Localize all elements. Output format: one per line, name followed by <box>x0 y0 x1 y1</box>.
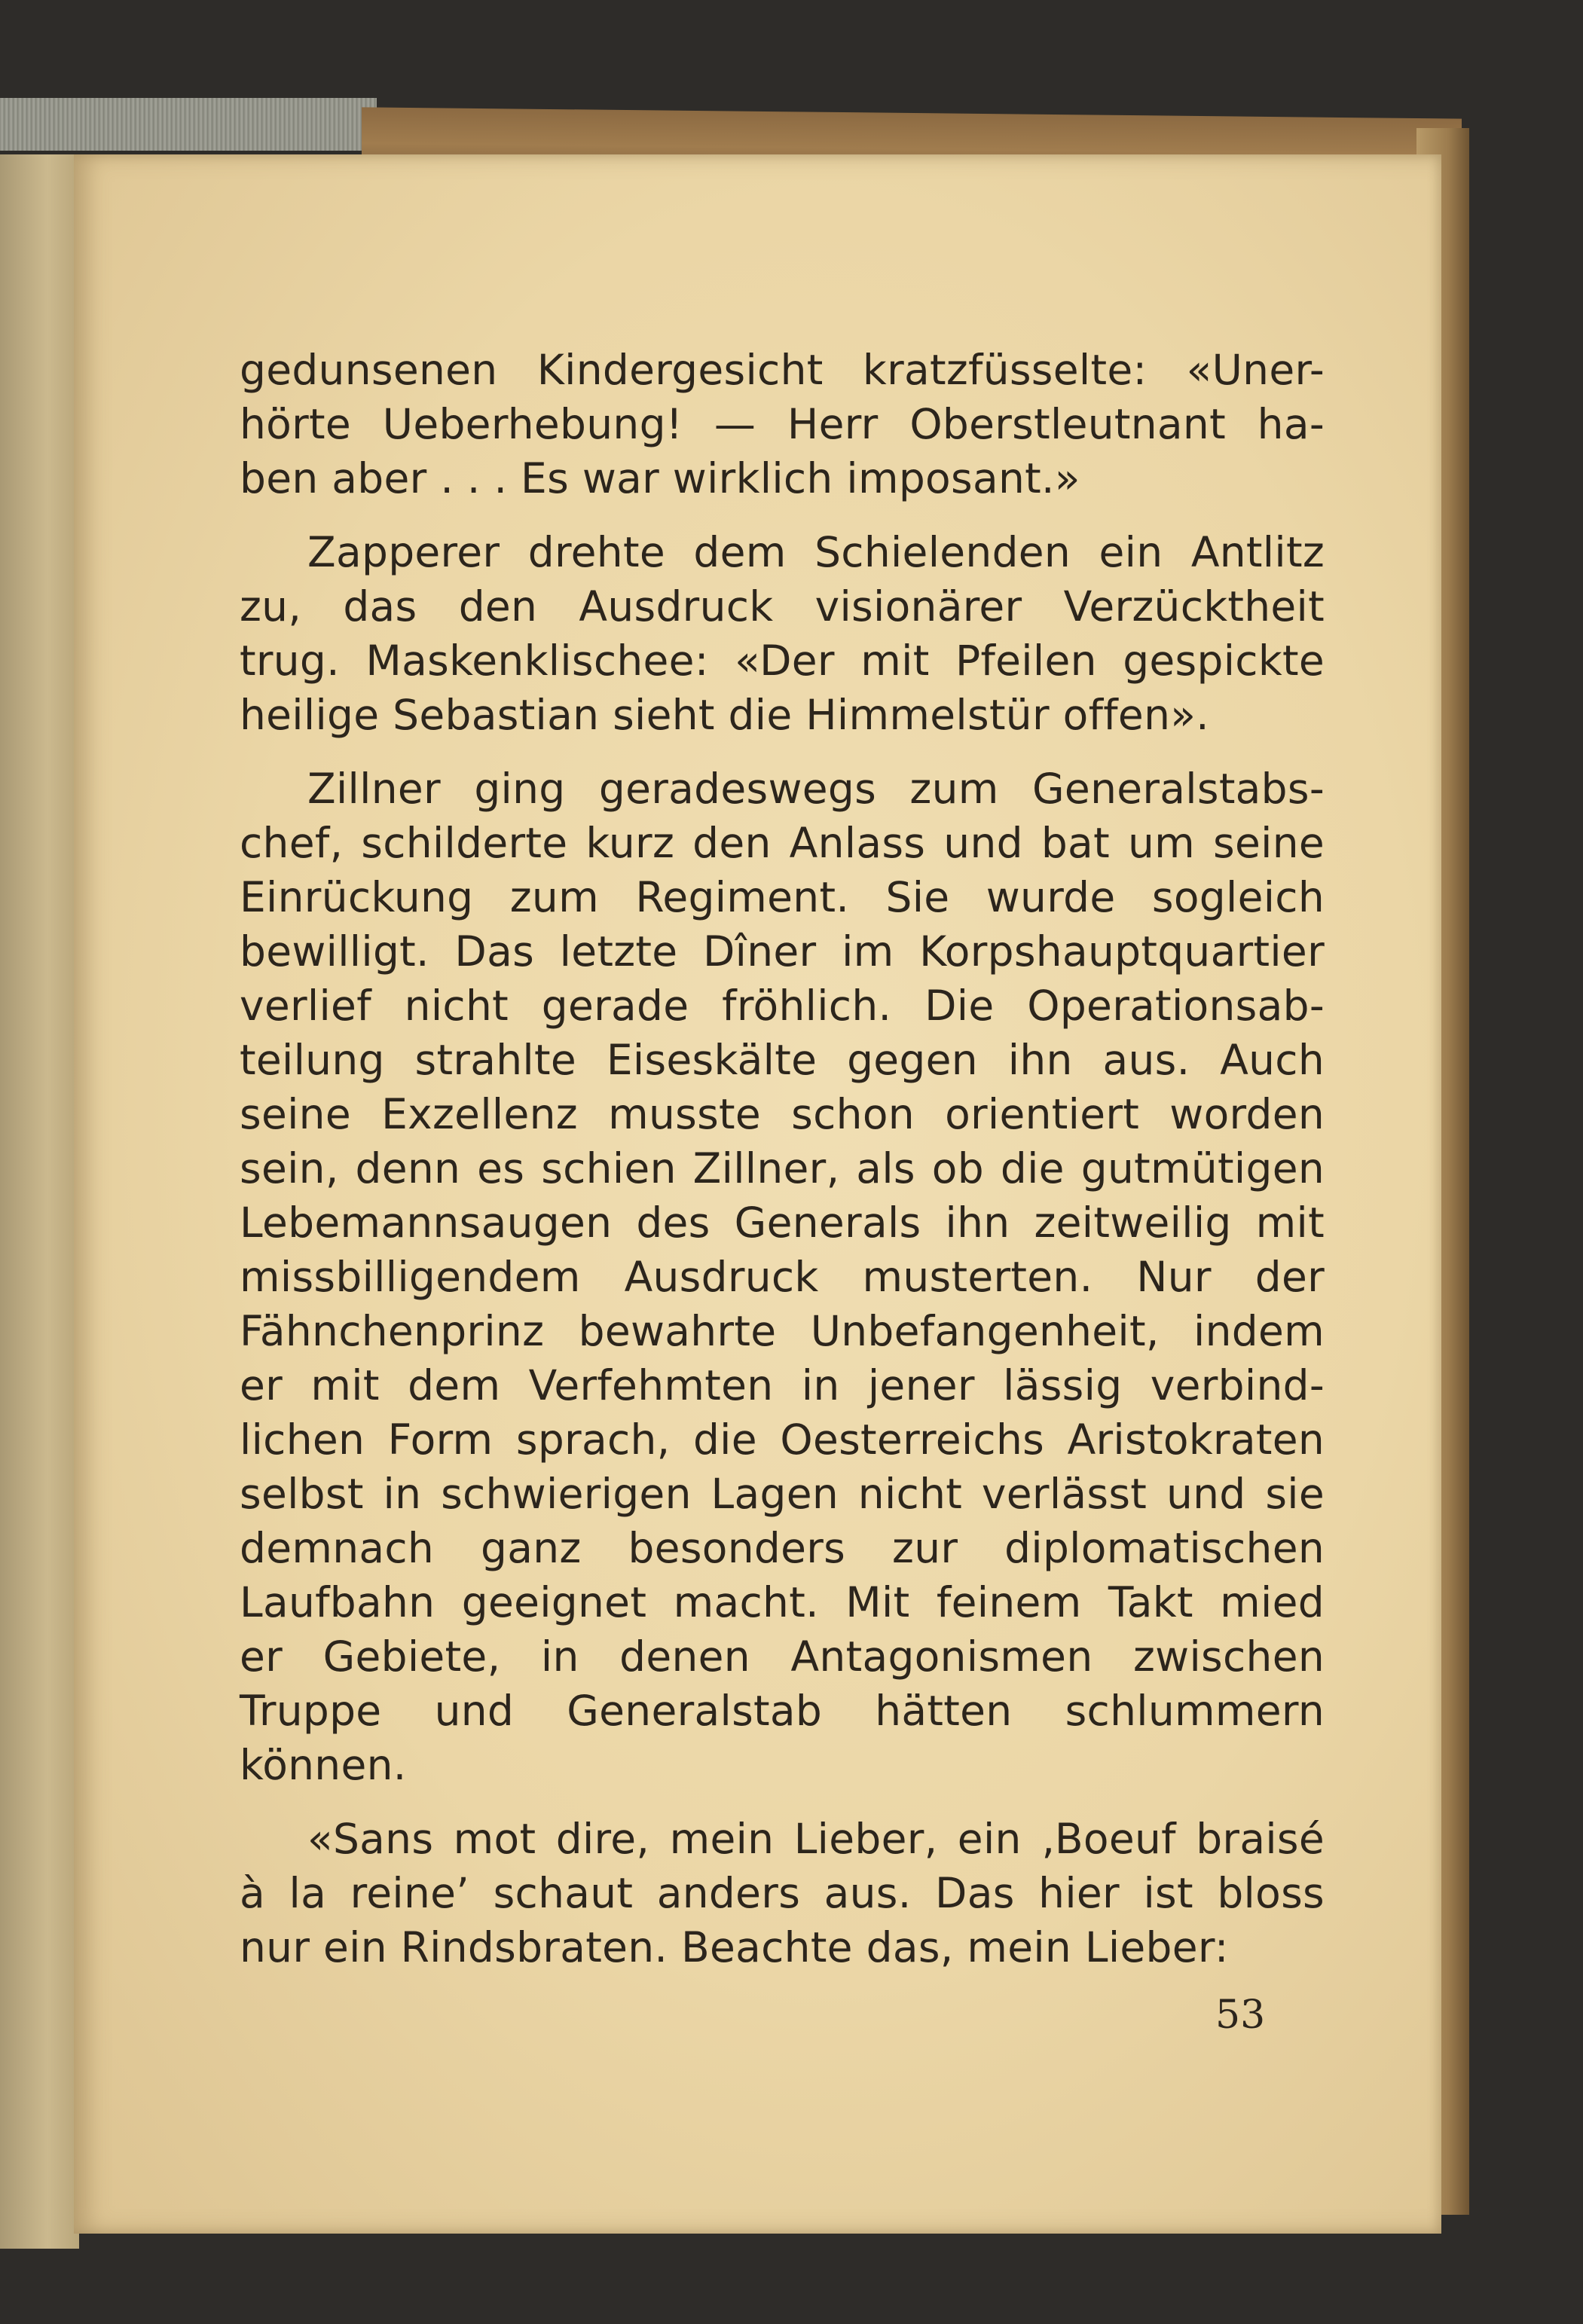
text-line: zu, das den Ausdruck visionärer Verzücktheit <box>240 582 1325 631</box>
text-line: Laufbahn geeignet macht. Mit feinem Takt mied <box>240 1578 1325 1626</box>
paragraph <box>240 343 1325 505</box>
text-line: verlief nicht gerade fröhlich. Die Operationsab- <box>240 982 1325 1030</box>
text-line: ben aber . . . Es war wirklich imposant.» <box>240 454 1080 502</box>
text-line: chef, schilderte kurz den Anlass und bat um seine <box>240 819 1325 867</box>
text-line: hörte Ueberhebung! — Herr Oberstleutnant ha- <box>240 400 1325 448</box>
text-line: demnach ganz besonders zur diplomatischen <box>240 1524 1325 1572</box>
text-line: Truppe und Generalstab hätten schlummern <box>240 1687 1325 1735</box>
text-line: Fähnchenprinz bewahrte Unbefangenheit, indem <box>240 1307 1325 1355</box>
paragraph <box>240 762 1325 1792</box>
text-line: teilung strahlte Eiseskälte gegen ihn aus. Auch <box>240 1036 1325 1084</box>
text-line: sein, denn es schien Zillner, als ob die gutmütigen <box>240 1144 1325 1193</box>
page-text <box>240 343 1325 1994</box>
text-line: Lebemannsaugen des Generals ihn zeitweilig mit <box>240 1199 1325 1247</box>
text-line: seine Exzellenz musste schon orientiert worden <box>240 1090 1325 1138</box>
text-line: nur ein Rindsbraten. Beachte das, mein Lieber: <box>240 1923 1229 1971</box>
text-line: «Sans mot dire, mein Lieber, ein ‚Boeuf braisé <box>307 1815 1325 1863</box>
text-line: Zillner ging geradeswegs zum Generalstabs- <box>307 765 1325 813</box>
text-line: à la reine’ schaut anders aus. Das hier ist bloss <box>240 1869 1325 1917</box>
text-line: er Gebiete, in denen Antagonismen zwischen <box>240 1632 1325 1681</box>
paragraph <box>240 525 1325 742</box>
text-line: trug. Maskenklischee: «Der mit Pfeilen gespickte <box>240 637 1325 685</box>
text-line: er mit dem Verfehmten in jener lässig verbind- <box>240 1361 1325 1409</box>
book-page <box>74 154 1441 2234</box>
text-line: lichen Form sprach, die Oesterreichs Aristokraten <box>240 1415 1325 1464</box>
left-page-edge <box>0 154 79 2249</box>
text-line: Einrückung zum Regiment. Sie wurde sogleich <box>240 873 1325 921</box>
paragraph <box>240 1812 1325 1974</box>
text-line: können. <box>240 1741 407 1789</box>
text-line: heilige Sebastian sieht die Himmelstür offen». <box>240 691 1209 739</box>
text-line: bewilligt. Das letzte Dîner im Korpshauptquartier <box>240 927 1325 976</box>
text-line: Zapperer drehte dem Schielenden ein Antlitz <box>307 528 1325 576</box>
text-line: missbilligendem Ausdruck musterten. Nur der <box>240 1253 1325 1301</box>
binding-strip <box>0 98 377 151</box>
text-line: gedunsenen Kindergesicht kratzfüsselte: «Uner- <box>240 346 1325 394</box>
text-line: selbst in schwierigen Lagen nicht verlässt und sie <box>240 1470 1325 1518</box>
page-number: 53 <box>1215 1993 1266 2038</box>
